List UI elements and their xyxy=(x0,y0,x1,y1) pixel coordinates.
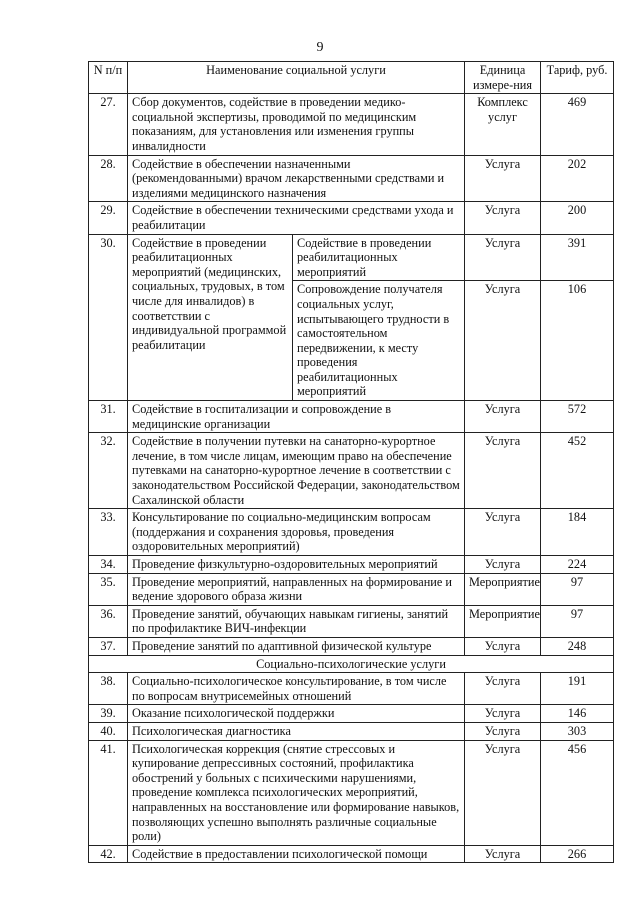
row-number: 27. xyxy=(89,94,128,155)
price-cell: 146 xyxy=(541,705,614,723)
price-cell: 572 xyxy=(541,401,614,433)
row-number: 35. xyxy=(89,573,128,605)
unit-cell: Мероприятие xyxy=(465,605,541,637)
table-row xyxy=(89,605,614,637)
service-group-name: Содействие в проведении реабилитационных мероприятий (медицинских, социальных, трудовых, в том числе для инвалидов) в соответствии с индивидуальной программой реабилитации xyxy=(128,234,293,401)
table-row xyxy=(89,845,614,863)
row-number: 39. xyxy=(89,705,128,723)
service-name: Содействие в госпитализации и сопровождение в медицинские организации xyxy=(128,401,465,433)
table-row xyxy=(89,401,614,433)
price-cell: 202 xyxy=(541,155,614,202)
price-cell: 452 xyxy=(541,433,614,509)
table-row xyxy=(89,234,614,281)
service-name: Проведение физкультурно-оздоровительных мероприятий xyxy=(128,556,465,574)
table-row xyxy=(89,722,614,740)
table-row xyxy=(89,155,614,202)
row-number: 37. xyxy=(89,637,128,655)
row-number: 33. xyxy=(89,509,128,556)
table-row xyxy=(89,202,614,234)
price-cell: 97 xyxy=(541,573,614,605)
unit-cell: Услуга xyxy=(465,722,541,740)
row-number: 28. xyxy=(89,155,128,202)
unit-cell: Услуга xyxy=(465,740,541,845)
table-row xyxy=(89,637,614,655)
row-number: 34. xyxy=(89,556,128,574)
table-row xyxy=(89,573,614,605)
sub-service-name: Содействие в проведении реабилитационных мероприятий xyxy=(293,234,465,281)
header-name: Наименование социальной услуги xyxy=(128,62,465,94)
service-name: Сбор документов, содействие в проведении медико-социальной экспертизы, проводимой по медицинским показаниям, для установления или изменения группы инвалидности xyxy=(128,94,465,155)
row-number: 31. xyxy=(89,401,128,433)
service-name: Проведение занятий по адаптивной физической культуре xyxy=(128,637,465,655)
unit-cell: Услуга xyxy=(465,845,541,863)
table-row xyxy=(89,433,614,509)
price-cell: 224 xyxy=(541,556,614,574)
header-unit: Единица измере-ния xyxy=(465,62,541,94)
unit-cell: Услуга xyxy=(465,234,541,281)
price-cell: 391 xyxy=(541,234,614,281)
row-number: 32. xyxy=(89,433,128,509)
price-cell: 106 xyxy=(541,281,614,401)
unit-cell: Услуга xyxy=(465,155,541,202)
price-cell: 184 xyxy=(541,509,614,556)
service-name: Социально-психологическое консультирование, в том числе по вопросам внутрисемейных отношений xyxy=(128,673,465,705)
price-cell: 200 xyxy=(541,202,614,234)
unit-cell: Комплекс услуг xyxy=(465,94,541,155)
unit-cell: Мероприятие xyxy=(465,573,541,605)
table-header-row xyxy=(89,62,614,94)
row-number: 42. xyxy=(89,845,128,863)
service-name: Психологическая диагностика xyxy=(128,722,465,740)
unit-cell: Услуга xyxy=(465,509,541,556)
service-name: Проведение занятий, обучающих навыкам гигиены, занятий по профилактике ВИЧ-инфекции xyxy=(128,605,465,637)
header-num: N п/п xyxy=(89,62,128,94)
unit-cell: Услуга xyxy=(465,673,541,705)
table-row xyxy=(89,740,614,845)
price-cell: 469 xyxy=(541,94,614,155)
unit-cell: Услуга xyxy=(465,281,541,401)
price-cell: 97 xyxy=(541,605,614,637)
service-name: Содействие в обеспечении техническими средствами ухода и реабилитации xyxy=(128,202,465,234)
table-row xyxy=(89,705,614,723)
service-name: Консультирование по социально-медицинским вопросам (поддержания и сохранения здоровья, проведения оздоровительных мероприятий) xyxy=(128,509,465,556)
service-name: Содействие в предоставлении психологической помощи xyxy=(128,845,465,863)
row-number: 38. xyxy=(89,673,128,705)
section-row xyxy=(89,655,614,673)
price-cell: 191 xyxy=(541,673,614,705)
price-cell: 248 xyxy=(541,637,614,655)
unit-cell: Услуга xyxy=(465,705,541,723)
header-price: Тариф, руб. xyxy=(541,62,614,94)
price-cell: 303 xyxy=(541,722,614,740)
service-name: Содействие в обеспечении назначенными (рекомендованными) врачом лекарственными средствами и изделиями медицинского назначения xyxy=(128,155,465,202)
table-row xyxy=(89,556,614,574)
row-number: 41. xyxy=(89,740,128,845)
table-row xyxy=(89,509,614,556)
row-number: 29. xyxy=(89,202,128,234)
table-row xyxy=(89,94,614,155)
unit-cell: Услуга xyxy=(465,637,541,655)
service-name: Оказание психологической поддержки xyxy=(128,705,465,723)
row-number: 36. xyxy=(89,605,128,637)
price-cell: 456 xyxy=(541,740,614,845)
price-cell: 266 xyxy=(541,845,614,863)
section-title: Социально-психологические услуги xyxy=(89,655,614,673)
unit-cell: Услуга xyxy=(465,433,541,509)
row-number: 30. xyxy=(89,234,128,401)
unit-cell: Услуга xyxy=(465,556,541,574)
service-name: Содействие в получении путевки на санаторно-курортное лечение, в том числе лицам, имеющим право на обеспечение путевками на санаторно-курортное лечение в соответствии с законодательством Российской Федерации, законодательством Сахалинской области xyxy=(128,433,465,509)
table-row xyxy=(89,673,614,705)
page-number: 9 xyxy=(316,40,324,55)
service-name: Психологическая коррекция (снятие стрессовых и купирование депрессивных состояний, профилактика обострений у больных с психическими нарушениями, проведение комплекса психологических мероприятий, направленных на восстановление или формирование навыков, позволяющих успешно выполнять различные социальные роли) xyxy=(128,740,465,845)
row-number: 40. xyxy=(89,722,128,740)
sub-service-name: Сопровождение получателя социальных услуг, испытывающего трудности в самостоятельном передвижении, к месту проведения реабилитационных мероприятий xyxy=(293,281,465,401)
service-name: Проведение мероприятий, направленных на формирование и ведение здорового образа жизни xyxy=(128,573,465,605)
unit-cell: Услуга xyxy=(465,401,541,433)
tariff-table xyxy=(88,61,614,863)
unit-cell: Услуга xyxy=(465,202,541,234)
